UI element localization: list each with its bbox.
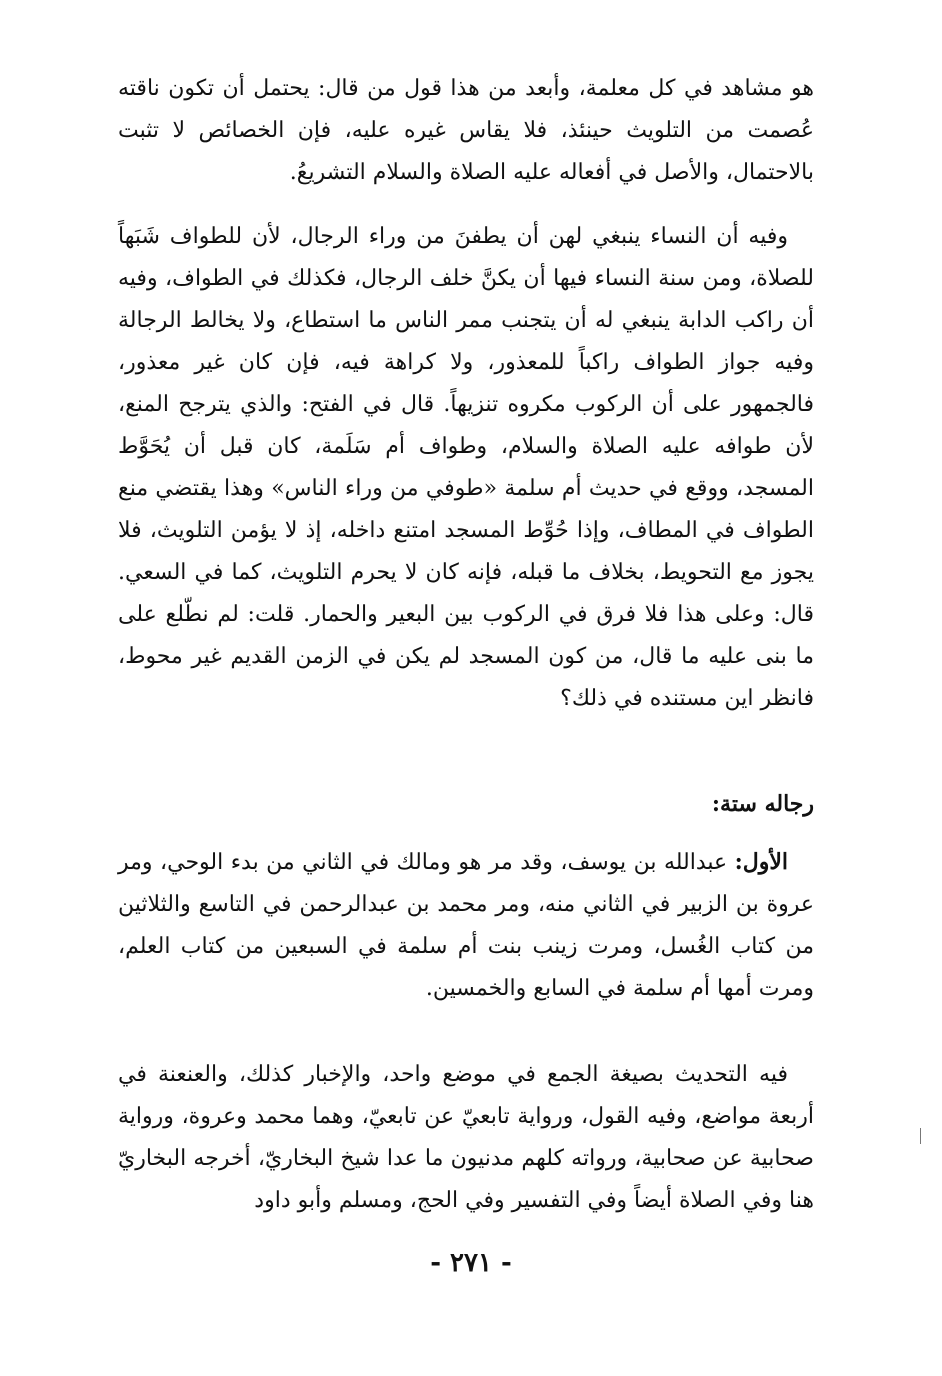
page-number: - ٢٧١ - xyxy=(430,1248,512,1278)
paragraph-4: فيه التحديث بصيغة الجمع في موضع واحد، والإخبار كذلك، والعنعنة في أربعة مواضع، وفيه القول، ورواية تابعيّ عن تابعيّ، وهما محمد وعروة، ورواية صحابية عن صحابية، ورواته كلهم مدنيون ما عدا شيخ البخاريّ، أخرجه البخاريّ هنا وفي الصلاة أيضاً وفي التفسير وفي الحج، ومسلم وأبو داود xyxy=(118,1062,814,1213)
paragraph-3 xyxy=(118,841,814,1010)
margin-mark xyxy=(920,1128,921,1144)
section-heading: رجاله ستة: xyxy=(711,791,814,817)
paragraph-2: وفيه أن النساء ينبغي لهن أن يطفنَ من وراء الرجال، لأن للطواف شَبَهاً للصلاة، ومن سنة النساء فيها أن يكنَّ خلف الرجال، فكذلك في الطواف، وفيه أن راكب الدابة ينبغي له أن يتجنب ممر الناس ما استطاع، ولا يخالط الرجالة وفيه جواز الطواف راكباً للمعذور، ولا كراهة فيه، فإن كان غير معذور، فالجمهور على أن الركوب مكروه تنزيهاً. قال في الفتح: والذي يترجح المنع، لأن طوافه عليه الصلاة والسلام، وطواف أم سَلَمة، كان قبل أن يُحَوَّط المسجد، ووقع في حديث أم سلمة «طوفي من وراء الناس» وهذا يقتضي منع الطواف في المطاف، وإذا حُوِّط المسجد امتنع داخله، إذ لا يؤمن التلويث، فلا يجوز مع التحويط، بخلاف ما قبله، فإنه كان لا يحرم التلويث، كما في السعي. قال: وعلى هذا فلا فرق في الركوب بين البعير والحمار. قلت: لم نطّلع على ما بنى عليه ما قال، من كون المسجد لم يكن في الزمن القديم غير محوط، فانظر اين مستنده في ذلك؟ xyxy=(118,224,814,711)
paragraph-3-lead: الأول: xyxy=(734,849,788,875)
paragraph-3-text: عبدالله بن يوسف، وقد مر هو ومالك في الثاني من بدء الوحي، ومر عروة بن الزبير في الثاني منه، ومر محمد بن عبدالرحمن في التاسع والثلاثين من كتاب الغُسل، ومرت زينب بنت أم سلمة في السبعين من كتاب العلم، ومرت أمها أم سلمة في السابع والخمسين. xyxy=(118,850,814,1001)
paragraph-1: هو مشاهد في كل معلمة، وأبعد من هذا قول من قال: يحتمل أن تكون ناقته عُصمت من التلويث حينئذ، فلا يقاس غيره عليه، فإن الخصائص لا تثبت بالاحتمال، والأصل في أفعاله عليه الصلاة والسلام التشريعُ. xyxy=(118,76,814,185)
